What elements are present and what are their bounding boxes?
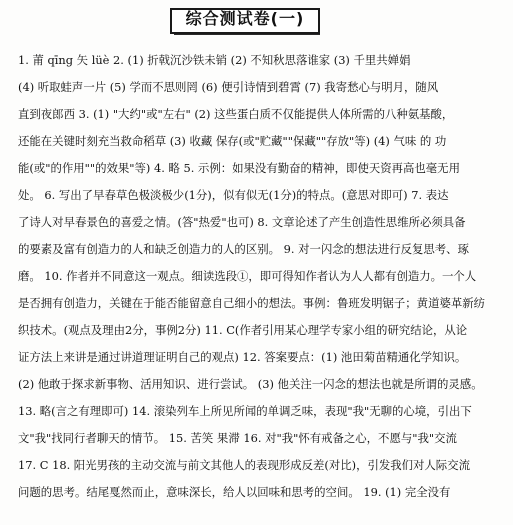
title-banner bbox=[160, 4, 330, 32]
text-line: 文"我"找同行者聊天的情节。 15. 苦笑 果滞 16. 对"我"怀有戒备之心，不愿与"我"交流 bbox=[18, 431, 457, 445]
text-line: 问题的思考。结尾戛然而止，意味深长，给人以回味和思考的空间。 19. (1) 完全没有 bbox=[18, 485, 451, 499]
text-line: 17. C 18. 阳光男孩的主动交流与前文其他人的表现形成反差(对比)，引发我们对人际交流 bbox=[18, 458, 470, 472]
text-line: 处。 6. 写出了早春草色极淡极少(1分)，似有似无(1分)的特点。(意思对即可) 7. 表达 bbox=[18, 188, 449, 202]
text-line: 1. 莆 qīng 矢 lüè 2. (1) 折戟沉沙铁未销 (2) 不知秋思落谁家 (3) 千里共婵娟 bbox=[18, 53, 411, 67]
text-line: (4) 听取蛙声一片 (5) 学而不思则罔 (6) 便引诗情到碧霄 (7) 我寄愁心与明月，随风 bbox=[18, 80, 439, 94]
text-line: 的要素及富有创造力的人和缺乏创造力的人的区别。 9. 对一闪念的想法进行反复思考、琢 bbox=[18, 242, 469, 256]
page-title: 综合测试卷(一) bbox=[185, 9, 305, 28]
text-line: 直到夜郎西 3. (1) "大约"或"左右" (2) 这些蛋白质不仅能提供人体所需的八种氨基酸， bbox=[18, 107, 454, 121]
text-line: 是否拥有创造力，关键在于能否能留意自己细小的想法。事例：鲁班发明锯子；黄道婆革新纺 bbox=[18, 296, 486, 310]
text-line: 13. 略(言之有理即可) 14. 滚染列车上所见所闻的单调乏味，表现"我"无聊的心境，引出下 bbox=[18, 404, 472, 418]
text-line: 证方法上来讲是通过讲道理证明自己的观点) 12. 答案要点：(1) 池田菊苗精通化学知识。 bbox=[18, 350, 467, 364]
text-line: 还能在关键时刻充当救命稻草 (3) 收藏 保存(或"贮藏""保藏""存放"等) (4) 气味 的 功 bbox=[18, 134, 447, 148]
text-line: 能(或"的作用""的效果"等) 4. 略 5. 示例：如果没有勤奋的精神，即使天资再高也毫无用 bbox=[18, 161, 460, 175]
text-line: 织技术。(观点及理由2分，事例2分) 11. C(作者引用某心理学专家小组的研究结论，从论 bbox=[18, 323, 468, 337]
text-line: (2) 他敢于探求新事物、活用知识、进行尝试。 (3) 他关注一闪念的想法也就是所谓的灵感。 bbox=[18, 377, 483, 391]
text-line: 磨。 10. 作者并不同意这一观点。细读选段①，即可得知作者认为人人都有创造力。一个人 bbox=[18, 269, 477, 283]
text-line: 了诗人对早春景色的喜爱之情。(答"热爱"也可) 8. 文章论述了产生创造性思维所必须具备 bbox=[18, 215, 466, 229]
